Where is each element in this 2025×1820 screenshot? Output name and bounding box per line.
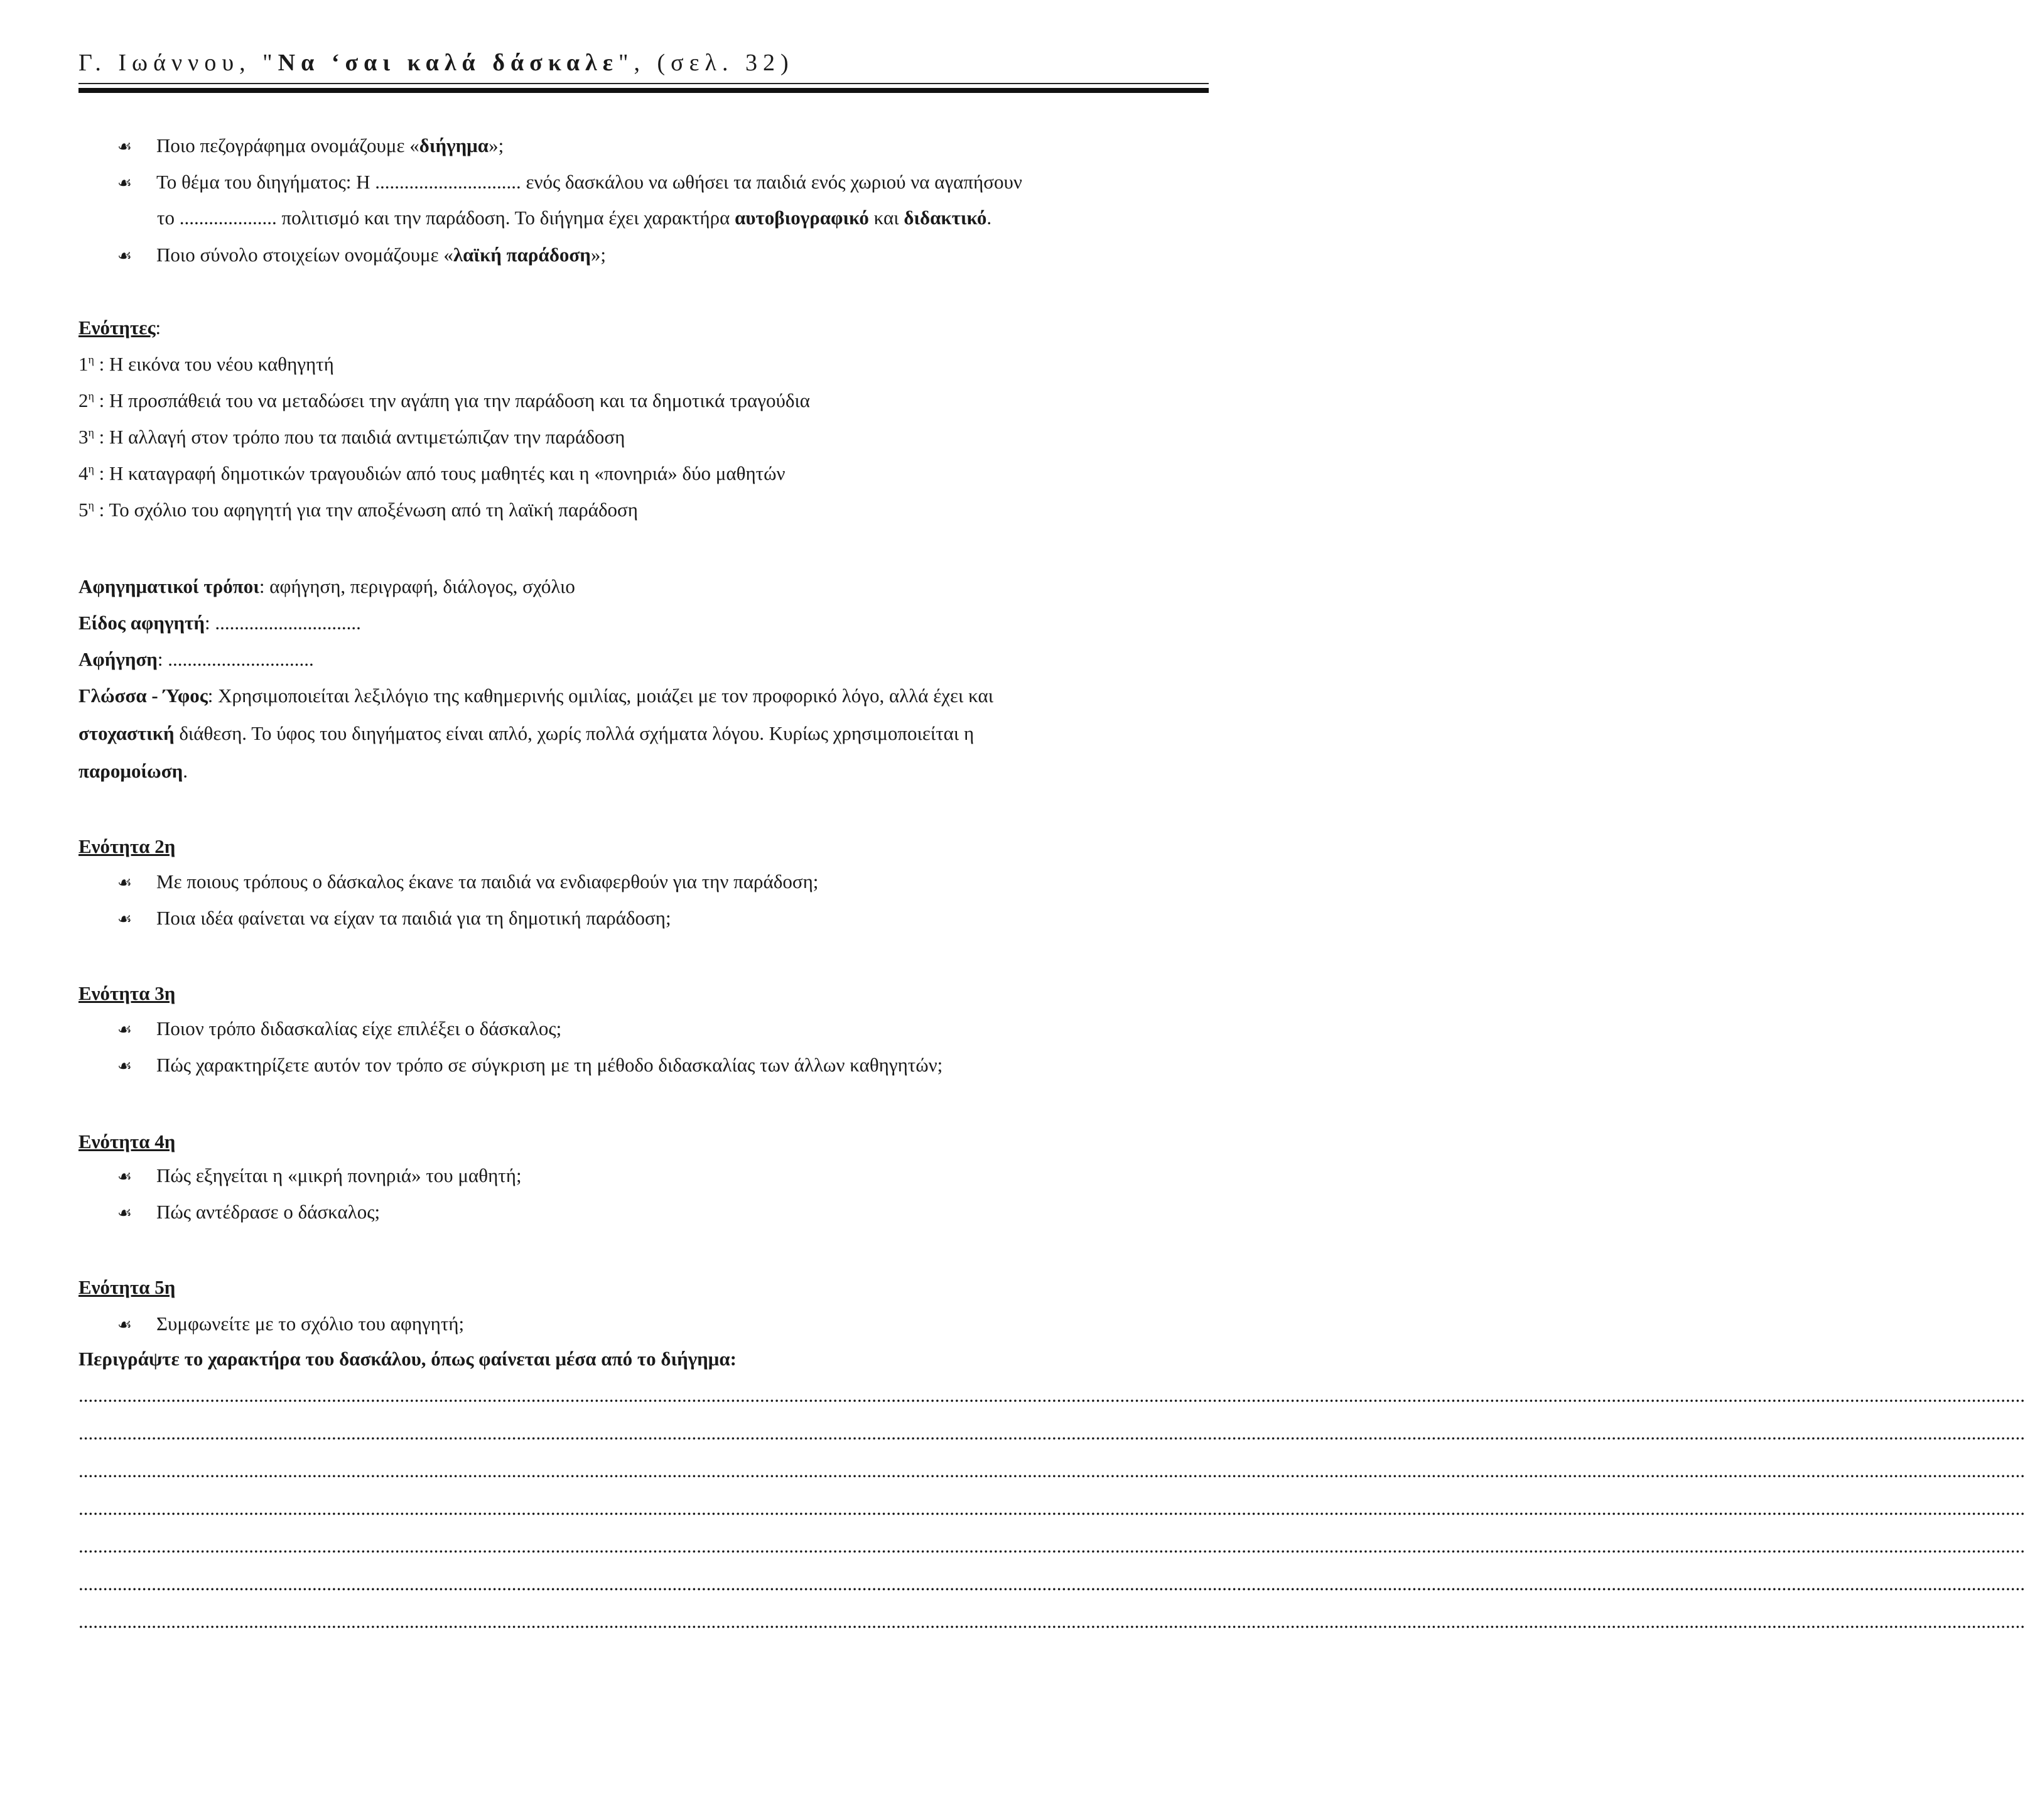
header-rule-thick (78, 88, 1209, 93)
narrative-modes: Αφηγηματικοί τρόποι: αφήγηση, περιγραφή, διάλογος, σχόλιο (78, 575, 575, 597)
unit-question: ☙ Ποιον τρόπο διδασκαλίας είχε επιλέξει ο δάσκαλος; (117, 1016, 561, 1043)
intro-question-3: ☙ Ποιο σύνολο στοιχείων ονομάζουμε «λαϊκή παράδοση»; (117, 242, 606, 269)
unit-heading: Ενότητα 2η (78, 835, 176, 857)
answer-line[interactable]: ................................................................................................................................................................................................................................................................................................................................................................................................................ (78, 1610, 2025, 1632)
intro-question-1: ☙ Ποιο πεζογράφημα ονομάζουμε «διήγημα»; (117, 133, 504, 160)
section-item: $3^\eta$ : Η αλλαγή στον τρόπο που τα παιδιά αντιμετώπιζαν την παράδοση (78, 426, 625, 448)
answer-line[interactable]: ................................................................................................................................................................................................................................................................................................................................................................................................................ (78, 1384, 2025, 1406)
unit-question: ☙ Πώς χαρακτηρίζετε αυτόν τον τρόπο σε σύγκριση με τη μέθοδο διδασκαλίας των άλλων καθηγητών; (117, 1053, 942, 1079)
header-page-ref: ", (σελ. 32) (618, 50, 794, 76)
unit-question: ☙ Με ποιους τρόπους ο δάσκαλος έκανε τα παιδιά να ενδιαφερθούν για την παράδοση; (117, 869, 818, 896)
bullet-icon: ☙ (117, 1204, 132, 1223)
answer-line[interactable]: ................................................................................................................................................................................................................................................................................................................................................................................................................ (78, 1422, 2025, 1444)
bullet-icon: ☙ (117, 1057, 132, 1076)
answer-line[interactable]: ................................................................................................................................................................................................................................................................................................................................................................................................................ (78, 1460, 2025, 1481)
intro-question-2-cont: το .................... πολιτισμό και την παράδοση. Το διήγημα έχει χαρακτήρα αυτοβιογραφικό και διδακτικό. (157, 207, 992, 229)
bullet-icon: ☙ (117, 247, 132, 266)
language-style-2: στοχαστική διάθεση. Το ύφος του διηγήματος είναι απλό, χωρίς πολλά σχήματα λόγου. Κυρίως χρησιμοποιείται η (78, 722, 975, 744)
header-author: Γ. Ιωάννου, " (78, 50, 278, 76)
section-item: $4^\eta$ : Η καταγραφή δημοτικών τραγουδιών από τους μαθητές και η «πονηριά» δύο μαθητών (78, 462, 786, 484)
unit-question: ☙ Πώς αντέδρασε ο δάσκαλος; (117, 1200, 380, 1226)
bullet-icon: ☙ (117, 1316, 132, 1335)
section-item: $1^\eta$ : Η εικόνα του νέου καθηγητή (78, 353, 334, 375)
header-rule-thin (78, 83, 1209, 84)
header-title: Να ‘σαι καλά δάσκαλε (278, 50, 618, 76)
bullet-icon: ☙ (117, 1021, 132, 1039)
bullet-icon: ☙ (117, 910, 132, 929)
sections-heading: Ενότητες: (78, 317, 161, 339)
answer-line[interactable]: ................................................................................................................................................................................................................................................................................................................................................................................................................ (78, 1535, 2025, 1557)
intro-question-2: ☙ Το θέμα του διηγήματος: Η .............................. ενός δασκάλου να ωθήσει τα παιδιά ενός χωριού να αγαπήσουν (117, 170, 1022, 196)
unit-question: ☙ Ποια ιδέα φαίνεται να είχαν τα παιδιά για τη δημοτική παράδοση; (117, 906, 671, 932)
unit-question: ☙ Συμφωνείτε με το σχόλιο του αφηγητή; (117, 1311, 464, 1338)
bullet-icon: ☙ (117, 138, 132, 156)
language-style-1: Γλώσσα - Ύφος: Χρησιμοποιείται λεξιλόγιο της καθημερινής ομιλίας, μοιάζει με τον προφορικό λόγο, αλλά έχει και (78, 685, 994, 707)
bullet-icon: ☙ (117, 874, 132, 892)
answer-line[interactable]: ................................................................................................................................................................................................................................................................................................................................................................................................................ (78, 1497, 2025, 1519)
unit-question: ☙ Πώς εξηγείται η «μικρή πονηριά» του μαθητή; (117, 1163, 522, 1189)
section-item: $2^\eta$ : Η προσπάθειά του να μεταδώσει την αγάπη για την παράδοση και τα δημοτικά τραγούδια (78, 389, 811, 411)
answer-line[interactable]: ................................................................................................................................................................................................................................................................................................................................................................................................................ (78, 1573, 2025, 1595)
unit-heading: Ενότητα 4η (78, 1130, 176, 1152)
unit-heading: Ενότητα 5η (78, 1276, 176, 1298)
unit-heading: Ενότητα 3η (78, 982, 176, 1004)
section-item: $5^\eta$ : Το σχόλιο του αφηγητή για την αποξένωση από τη λαϊκή παράδοση (78, 499, 638, 521)
language-style-3: παρομοίωση. (78, 760, 188, 782)
narrator-type: Είδος αφηγητή: .............................. (78, 612, 361, 634)
bullet-icon: ☙ (117, 174, 132, 193)
page-header (78, 49, 794, 77)
final-prompt: Περιγράψτε το χαρακτήρα του δασκάλου, όπως φαίνεται μέσα από το διήγημα: (78, 1348, 737, 1370)
bullet-icon: ☙ (117, 1167, 132, 1186)
narration: Αφήγηση: .............................. (78, 648, 314, 670)
